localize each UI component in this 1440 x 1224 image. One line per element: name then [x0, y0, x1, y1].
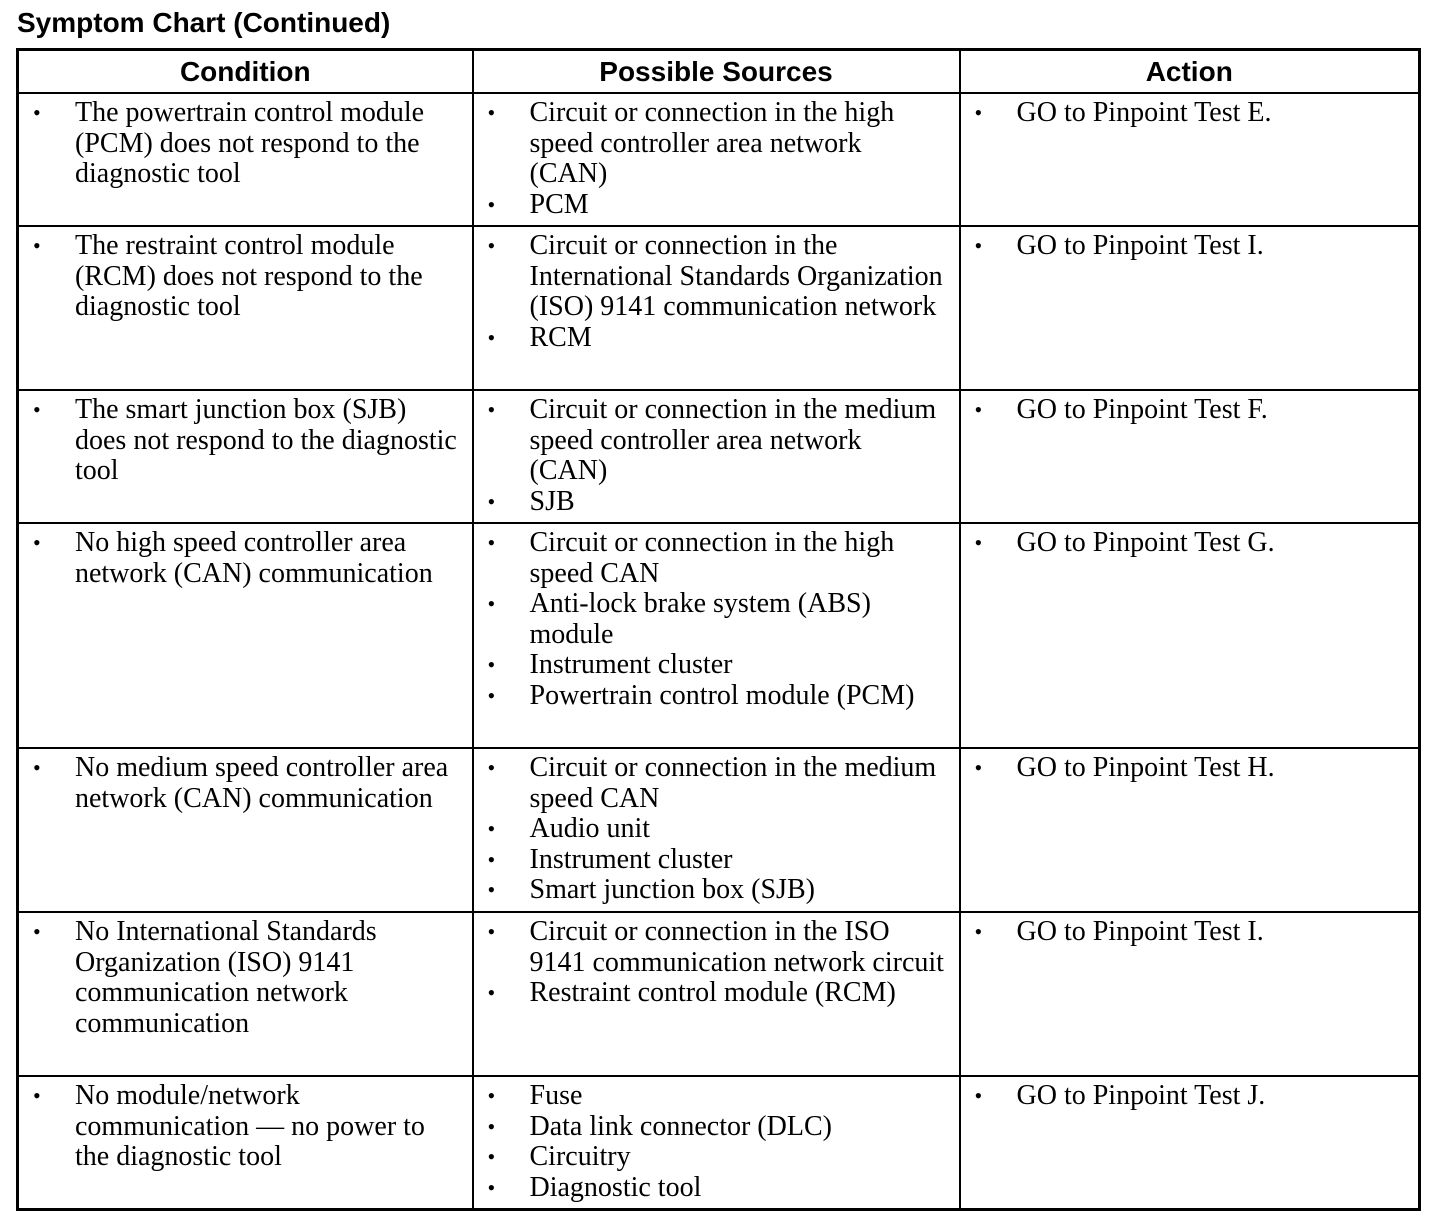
condition-cell	[18, 390, 473, 523]
action-text: • GO to Pinpoint Test I.	[971, 231, 1409, 262]
source-item: • Circuitry	[484, 1142, 949, 1173]
condition-text: • No high speed controller area network (CAN) communication	[29, 528, 462, 589]
condition-cell	[18, 1076, 473, 1209]
condition-cell	[18, 912, 473, 1076]
source-item: • Fuse	[484, 1081, 949, 1112]
table-row	[18, 226, 1420, 390]
source-item: • Circuit or connection in the high speed controller area network (CAN)	[484, 98, 949, 190]
source-item: • Circuit or connection in the high speed CAN	[484, 528, 949, 589]
condition-text: • The restraint control module (RCM) does not respond to the diagnostic tool	[29, 231, 462, 323]
table-row	[18, 748, 1420, 912]
source-item: • Diagnostic tool	[484, 1173, 949, 1204]
source-item: • RCM	[484, 323, 949, 354]
action-cell	[960, 93, 1420, 226]
action-cell	[960, 912, 1420, 1076]
condition-cell	[18, 226, 473, 390]
action-text: • GO to Pinpoint Test E.	[971, 98, 1409, 129]
source-item: • SJB	[484, 487, 949, 518]
table-row	[18, 390, 1420, 523]
column-header-action: Action	[960, 50, 1420, 94]
source-item: • Circuit or connection in the medium speed CAN	[484, 753, 949, 814]
sources-cell	[473, 1076, 960, 1209]
action-cell	[960, 390, 1420, 523]
action-text: • GO to Pinpoint Test I.	[971, 917, 1409, 948]
sources-cell	[473, 93, 960, 226]
action-text: • GO to Pinpoint Test J.	[971, 1081, 1409, 1112]
condition-text: • The powertrain control module (PCM) does not respond to the diagnostic tool	[29, 98, 462, 190]
sources-cell	[473, 390, 960, 523]
condition-text: • The smart junction box (SJB) does not respond to the diagnostic tool	[29, 395, 462, 487]
sources-cell	[473, 748, 960, 912]
source-item: • Audio unit	[484, 814, 949, 845]
condition-text: • No medium speed controller area network (CAN) communication	[29, 753, 462, 814]
source-item: • Circuit or connection in the ISO 9141 communication network circuit	[484, 917, 949, 978]
source-item: • Smart junction box (SJB)	[484, 875, 949, 906]
source-item: • Instrument cluster	[484, 845, 949, 876]
action-text: • GO to Pinpoint Test H.	[971, 753, 1409, 784]
condition-cell	[18, 93, 473, 226]
condition-text: • No International Standards Organization (ISO) 9141 communication network communication	[29, 917, 462, 1039]
symptom-chart-table	[16, 48, 1421, 1211]
source-item: • Instrument cluster	[484, 650, 949, 681]
condition-cell	[18, 748, 473, 912]
action-cell	[960, 1076, 1420, 1209]
source-item: • Circuit or connection in the medium speed controller area network (CAN)	[484, 395, 949, 487]
sources-cell	[473, 912, 960, 1076]
sources-cell	[473, 226, 960, 390]
sources-cell	[473, 523, 960, 748]
table-row	[18, 912, 1420, 1076]
source-item: • Data link connector (DLC)	[484, 1112, 949, 1143]
source-item: • Restraint control module (RCM)	[484, 978, 949, 1009]
action-cell	[960, 523, 1420, 748]
condition-cell	[18, 523, 473, 748]
condition-text: • No module/network communication — no power to the diagnostic tool	[29, 1081, 462, 1173]
source-item: • Circuit or connection in the International Standards Organization (ISO) 9141 communication network	[484, 231, 949, 323]
source-item: • Anti-lock brake system (ABS) module	[484, 589, 949, 650]
action-cell	[960, 226, 1420, 390]
column-header-condition: Condition	[18, 50, 473, 94]
action-text: • GO to Pinpoint Test G.	[971, 528, 1409, 559]
column-header-possible-sources: Possible Sources	[473, 50, 960, 94]
table-row	[18, 1076, 1420, 1209]
table-row	[18, 523, 1420, 748]
header-row	[18, 50, 1420, 94]
action-cell	[960, 748, 1420, 912]
source-item: • PCM	[484, 190, 949, 221]
action-text: • GO to Pinpoint Test F.	[971, 395, 1409, 426]
page-title: Symptom Chart (Continued)	[17, 7, 391, 38]
table-row	[18, 93, 1420, 226]
source-item: • Powertrain control module (PCM)	[484, 681, 949, 712]
